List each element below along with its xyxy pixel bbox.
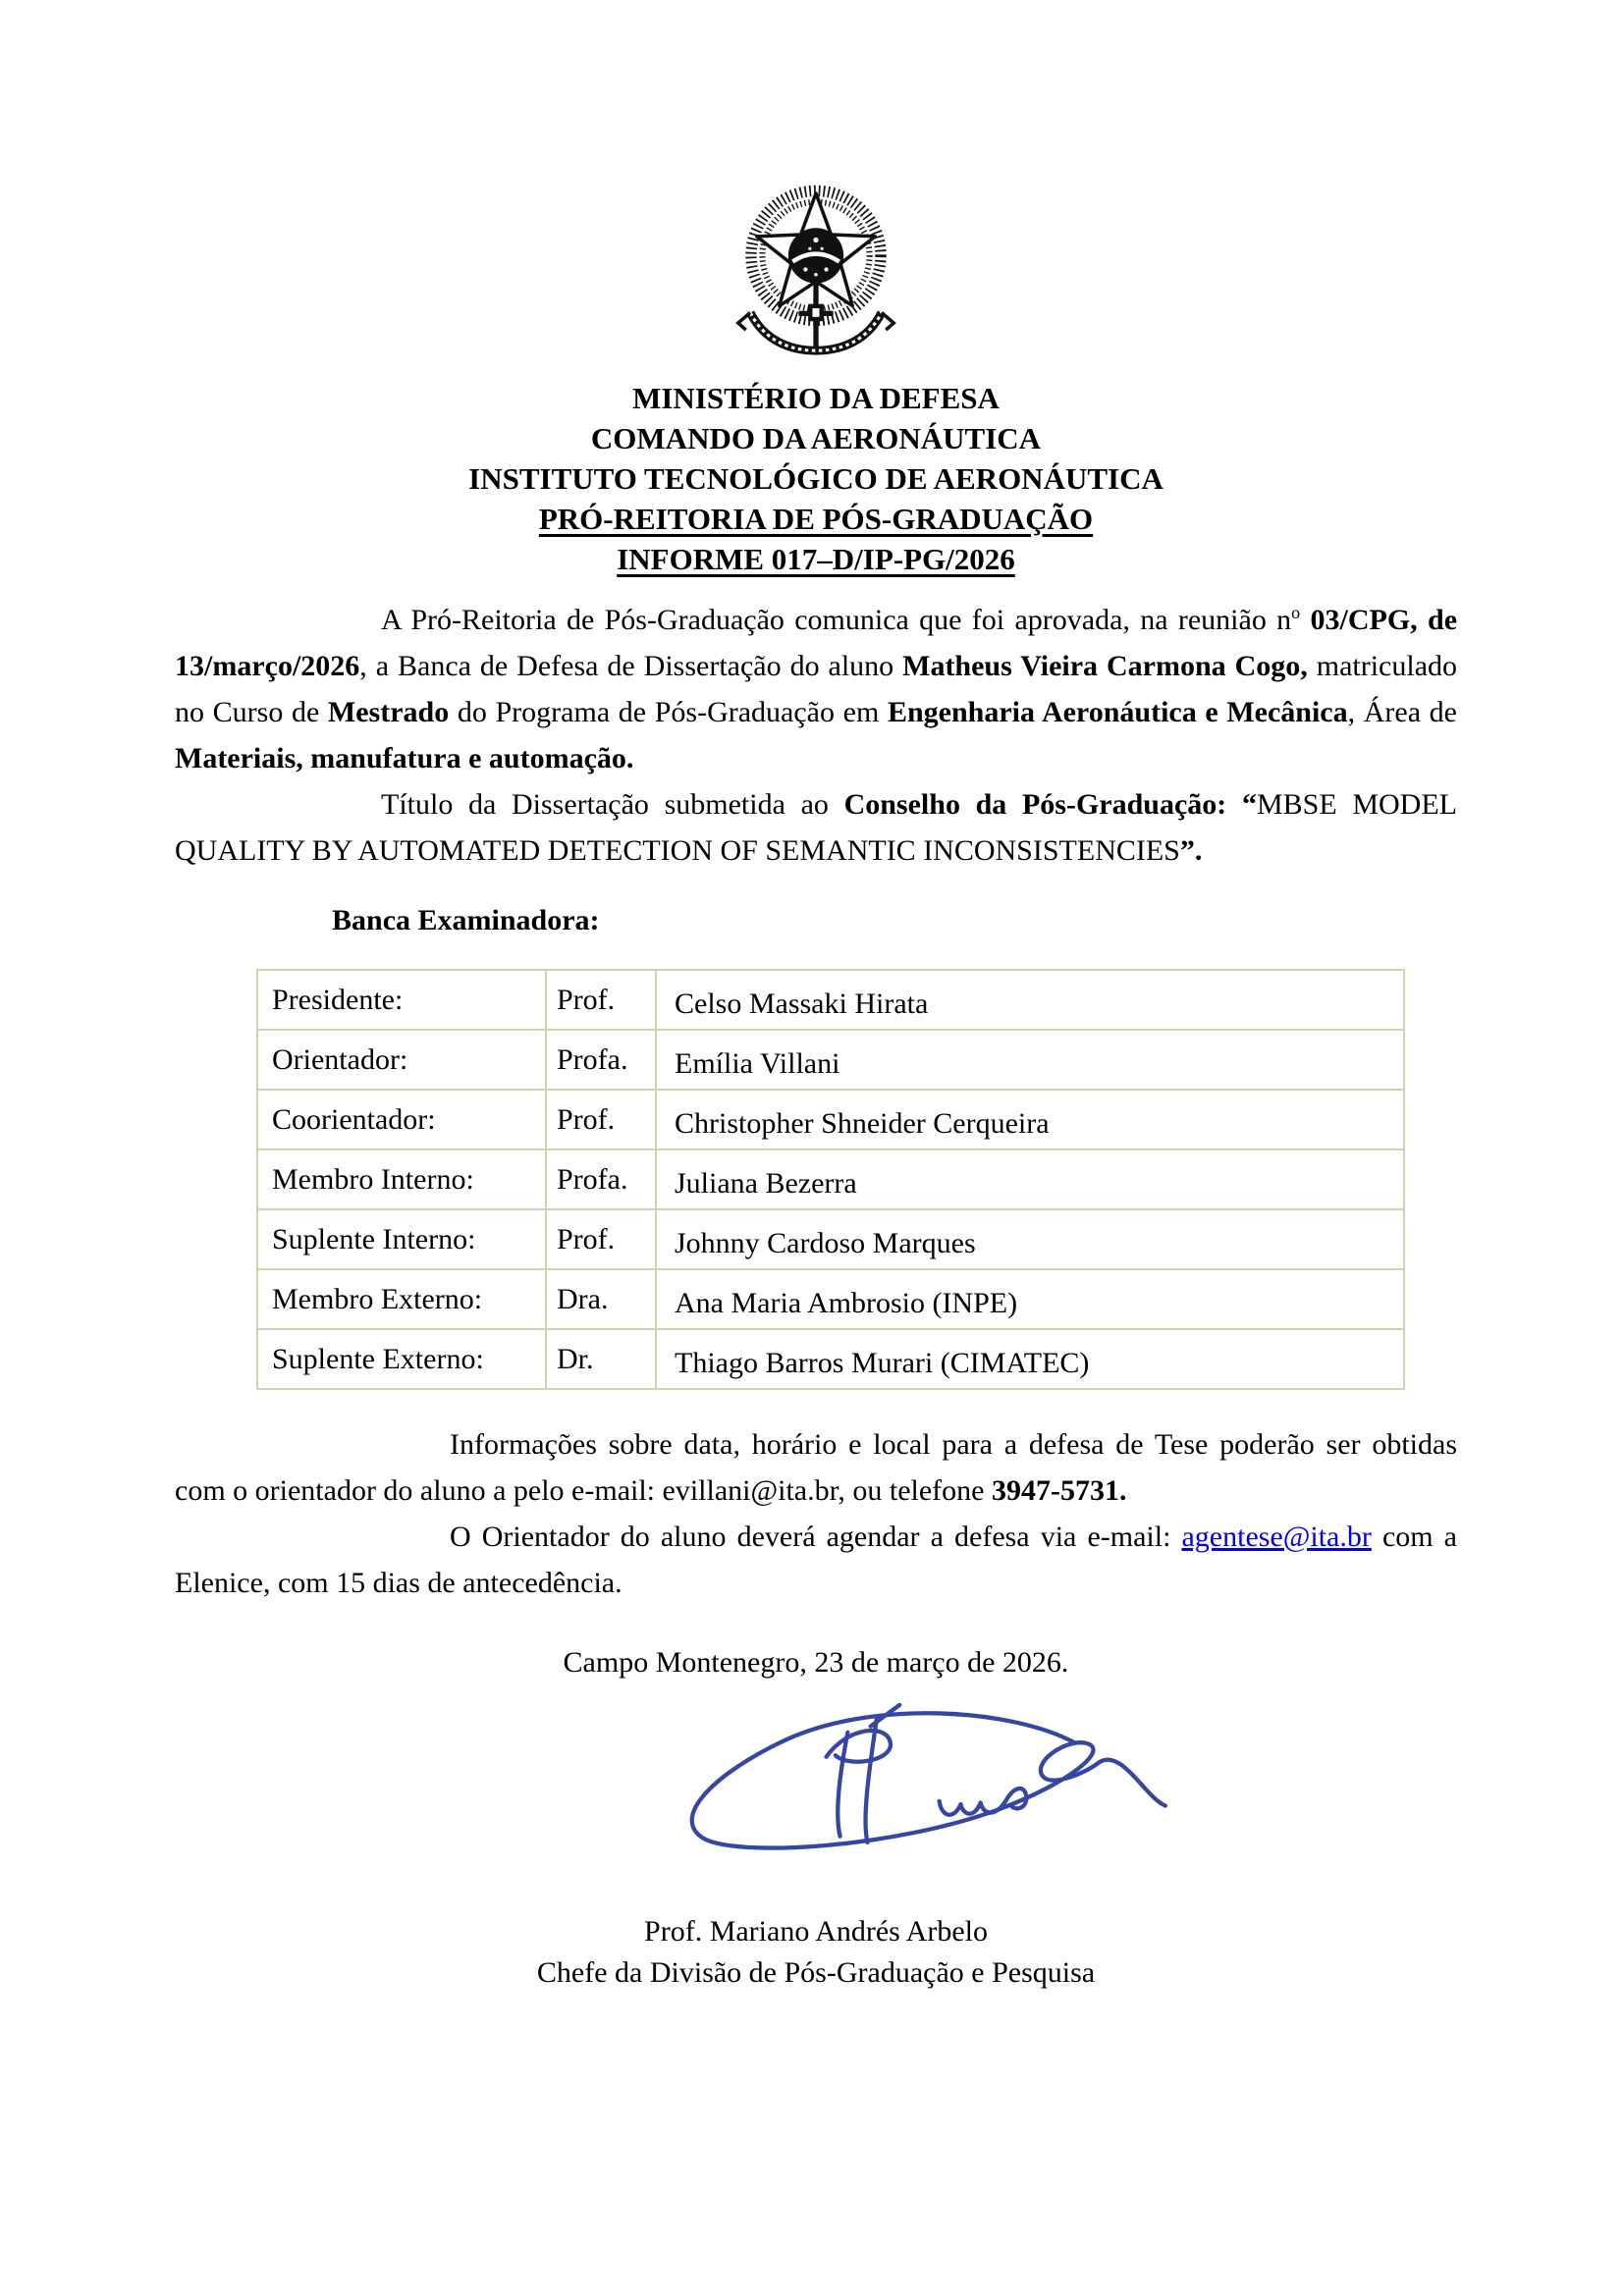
- header-line-informe-number: INFORME 017–D/IP-PG/2026: [617, 542, 1015, 576]
- document-header: [175, 378, 1457, 579]
- email-link[interactable]: agentese@ita.br: [1181, 1521, 1372, 1553]
- paragraph-scheduling-info: O Orientador do aluno deverá agendar a defesa via e-mail: agentese@ita.br com a Elenice, com 15 dias de antecedência.: [175, 1521, 1457, 1599]
- banca-name-cell: Juliana Bezerra: [656, 1149, 1404, 1209]
- handwritten-signature: [619, 1701, 1168, 1866]
- banca-title-cell: Prof.: [546, 970, 656, 1030]
- banca-examinadora-table: [256, 969, 1405, 1390]
- banca-name-cell: Ana Maria Ambrosio (INPE): [656, 1269, 1404, 1329]
- table-row: [257, 970, 1404, 1030]
- banca-title-cell: Profa.: [546, 1030, 656, 1090]
- banca-title-cell: Prof.: [546, 1090, 656, 1149]
- banca-role-cell: Coorientador:: [257, 1090, 546, 1149]
- brazil-coat-of-arms-emblem: [730, 185, 902, 368]
- signature-block: [175, 1911, 1457, 1994]
- signer-role: Chefe da Divisão de Pós-Graduação e Pesquisa: [536, 1956, 1096, 1989]
- paragraph-defense-info: Informações sobre data, horário e local para a defesa de Tese poderão ser obtidas com o orientador do aluno a pelo e-mail: evillani@ita.br, ou telefone 3947-5731.: [175, 1428, 1457, 1507]
- banca-title-cell: Dra.: [546, 1269, 656, 1329]
- header-line-institute: INSTITUTO TECNOLÓGICO DE AERONÁUTICA: [468, 461, 1164, 496]
- coat-of-arms-icon: [730, 185, 902, 368]
- header-line-ministry: MINISTÉRIO DA DEFESA: [632, 381, 1000, 415]
- banca-name-cell: Christopher Shneider Cerqueira: [656, 1090, 1404, 1149]
- banca-name-cell: Thiago Barros Murari (CIMATEC): [656, 1329, 1404, 1389]
- banca-title-cell: Profa.: [546, 1149, 656, 1209]
- table-row: [257, 1030, 1404, 1090]
- signature-icon: [619, 1701, 1168, 1866]
- header-line-prorectory: PRÓ-REITORIA DE PÓS-GRADUAÇÃO: [538, 502, 1094, 536]
- table-row: [257, 1149, 1404, 1209]
- table-row: [257, 1329, 1404, 1389]
- table-row: [257, 1090, 1404, 1149]
- superscript-ordinal: o: [1291, 603, 1301, 622]
- banca-name-cell: Johnny Cardoso Marques: [656, 1209, 1404, 1269]
- banca-role-cell: Suplente Interno:: [257, 1209, 546, 1269]
- place-date-line: Campo Montenegro, 23 de março de 2026.: [563, 1646, 1069, 1679]
- banca-title-cell: Dr.: [546, 1329, 656, 1389]
- banca-examinadora-heading: Banca Examinadora:: [332, 904, 600, 936]
- table-row: [257, 1269, 1404, 1329]
- banca-role-cell: Membro Externo:: [257, 1269, 546, 1329]
- banca-role-cell: Suplente Externo:: [257, 1329, 546, 1389]
- signer-name: Prof. Mariano Andrés Arbelo: [644, 1915, 988, 1948]
- paragraph-dissertation-title: Título da Dissertação submetida ao Conselho da Pós-Graduação: “MBSE MODEL QUALITY BY AUTOMATED DETECTION OF SEMANTIC INCONSISTENCIES”.: [175, 788, 1457, 867]
- banca-name-cell: Emília Villani: [656, 1030, 1404, 1090]
- banca-title-cell: Prof.: [546, 1209, 656, 1269]
- header-line-command: COMANDO DA AERONÁUTICA: [590, 421, 1042, 455]
- banca-role-cell: Orientador:: [257, 1030, 546, 1090]
- table-row: [257, 1209, 1404, 1269]
- paragraph-approval: A Pró-Reitoria de Pós-Graduação comunica que foi aprovada, na reunião $n^o$ 03/CPG, de 13/março/2026, a Banca de Defesa de Dissertação do aluno Matheus Vieira Carmona Cogo, matriculado no Curso de Mestrado do Programa de Pós-Graduação em Engenharia Aeronáutica e Mecânica, Área de Materiais, manufatura e automação.: [175, 603, 1458, 774]
- banca-name-cell: Celso Massaki Hirata: [656, 970, 1404, 1030]
- banca-role-cell: Presidente:: [257, 970, 546, 1030]
- banca-role-cell: Membro Interno:: [257, 1149, 546, 1209]
